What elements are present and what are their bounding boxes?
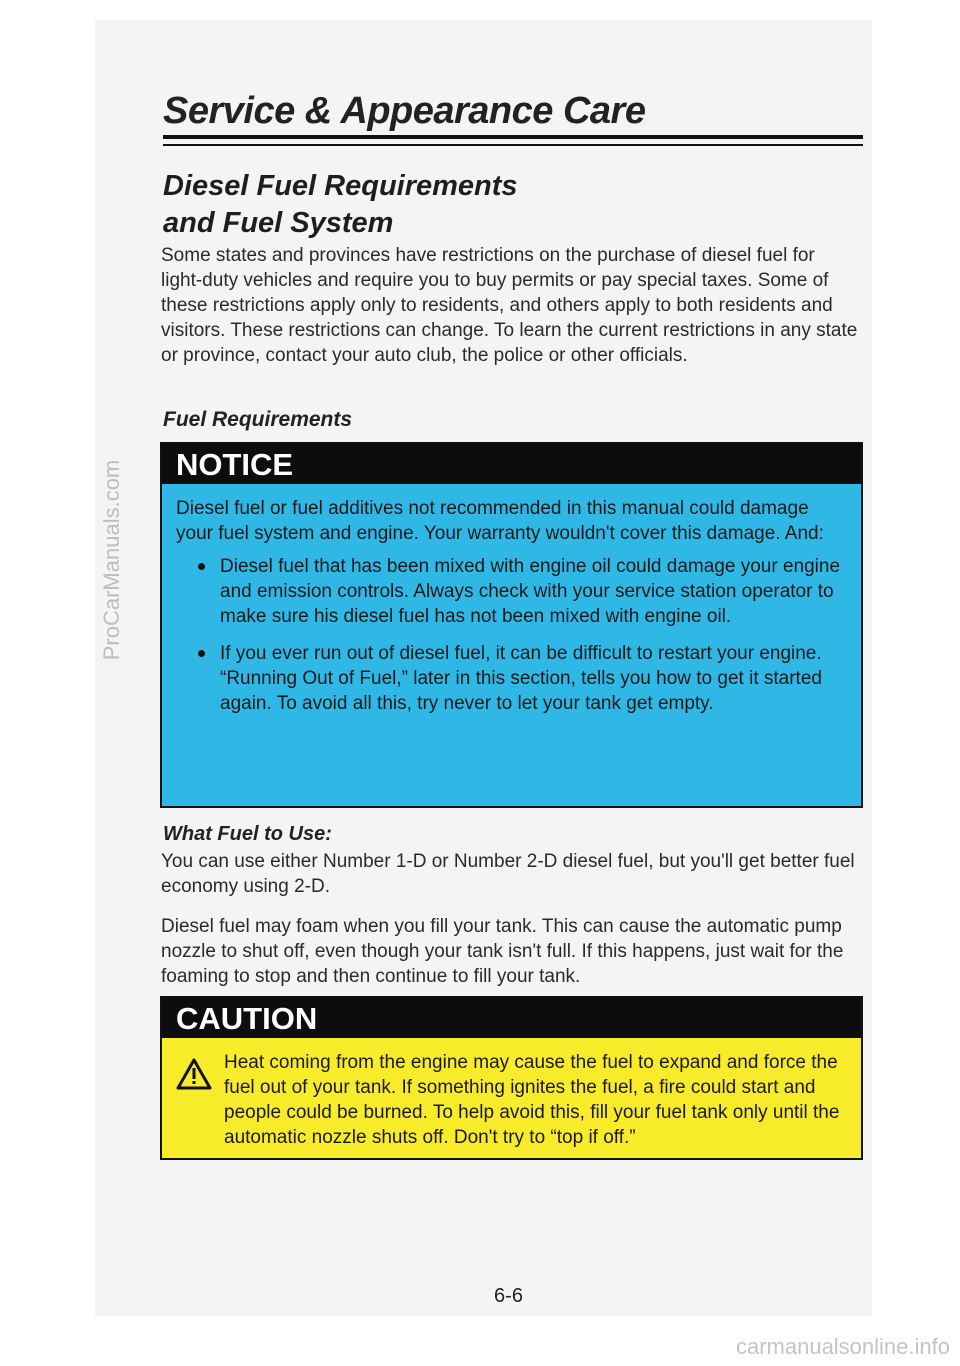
what-fuel-heading: What Fuel to Use: <box>163 823 332 845</box>
bullet-dot-icon <box>198 650 205 657</box>
page-number: 6-6 <box>494 1285 523 1307</box>
what-fuel-paragraph-1: You can use either Number 1-D or Number 2-D diesel fuel, but you'll get better fuel economy using 2-D. <box>161 851 855 897</box>
notice-intro: Diesel fuel or fuel additives not recommended in this manual could damage your fuel system and engine. Your warranty wouldn't cover this damage. And: <box>176 498 824 544</box>
notice-label: NOTICE <box>162 444 861 484</box>
bottom-watermark: carmanualsonline.info <box>735 1334 950 1359</box>
warning-triangle-icon <box>176 1058 212 1090</box>
side-watermark: ProCarManuals.com <box>99 459 124 661</box>
caution-text: Heat coming from the engine may cause the fuel to expand and force the fuel out of your tank. If something ignites the fuel, a fire could start and people could be burned. To help avoid this, fill your fuel tank only until the automatic nozzle shuts off. Don't try to “top if off.” <box>224 1052 840 1148</box>
caution-label: CAUTION <box>162 998 861 1038</box>
notice-bullet-text: If you ever run out of diesel fuel, it can be difficult to restart your engine. “Running Out of Fuel,” later in this section, tells you how to get it started again. To avoid all this, try never to let your tank get empty. <box>220 643 822 714</box>
bullet-dot-icon <box>198 563 205 570</box>
chapter-title: Service & Appearance Care <box>163 90 646 132</box>
intro-paragraph: Some states and provinces have restrictions on the purchase of diesel fuel for light-duty vehicles and require you to buy permits or pay special taxes. Some of these restrictions apply only to residents, and others apply to both residents and visitors. These restrictions can change. To learn the current restrictions in any state or province, contact your auto club, the police or other officials. <box>161 245 858 366</box>
notice-bullet <box>176 641 847 716</box>
section-title <box>163 168 763 242</box>
header-rule-thick <box>163 135 863 139</box>
caution-box <box>160 996 863 1160</box>
fuel-requirements-heading: Fuel Requirements <box>163 408 353 431</box>
notice-box <box>160 442 863 808</box>
header-rule-thin <box>163 144 863 146</box>
notice-bullet <box>176 554 847 629</box>
notice-bullet-list <box>176 554 847 716</box>
what-fuel-paragraph-2: Diesel fuel may foam when you fill your tank. This can cause the automatic pump nozzle to shut off, even though your tank isn't full. If this happens, just wait for the foaming to stop and then continue to fill your tank. <box>161 916 844 987</box>
caution-body <box>162 1038 861 1150</box>
section-title-line2: and Fuel System <box>163 207 394 239</box>
notice-bullet-text: Diesel fuel that has been mixed with engine oil could damage your engine and emission controls. Always check with your service station operator to make sure his diesel fuel has not been mixed with engine oil. <box>220 556 841 627</box>
notice-body <box>162 484 861 716</box>
section-title-line1: Diesel Fuel Requirements <box>163 170 518 202</box>
